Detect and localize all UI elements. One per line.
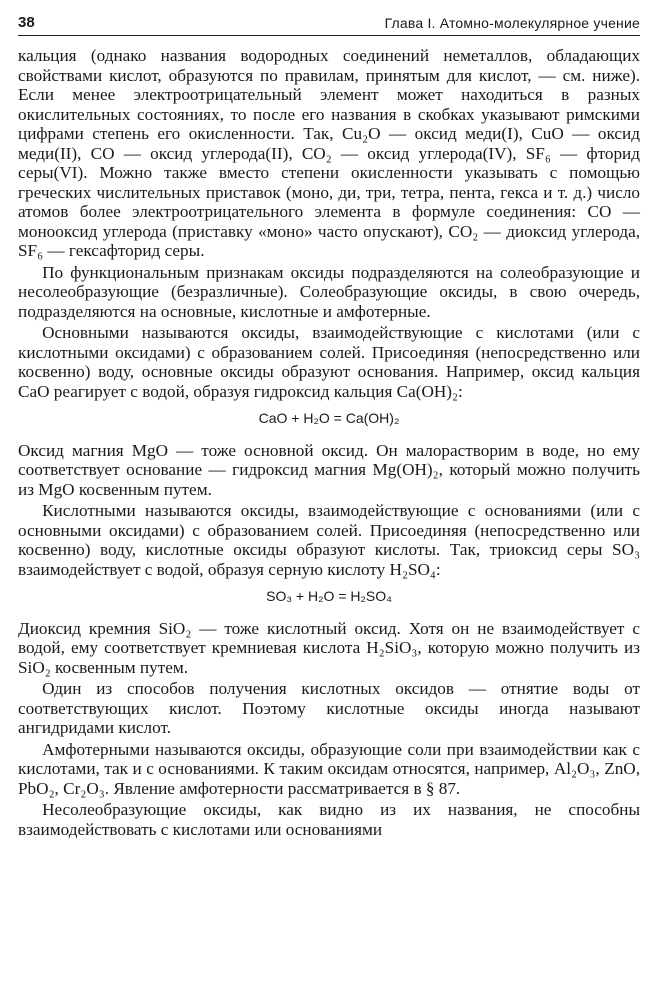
page-number: 38 bbox=[18, 14, 35, 31]
page-body bbox=[18, 46, 640, 839]
paragraph-acidic-oxides: Кислотными называются оксиды, взаимодействующие с основаниями (или с основными оксидами) с образованием солей. Присоединяя (непосредственно или косвенно) воду, кислотные оксиды образуют кислоты. Так, триоксид серы SO₃ взаимодействует с водой, образуя серную кислоту H₂SO₄: bbox=[18, 501, 640, 579]
paragraph-anhydrides: Один из способов получения кислотных оксидов — отнятие воды от соответствующих кислот. Поэтому кислотные оксиды иногда называют ангидридами кислот. bbox=[18, 679, 640, 737]
book-page bbox=[18, 14, 640, 839]
paragraph-oxide-classes: По функциональным признакам оксиды подразделяются на солеобразующие и несолеобразующие (безразличные). Солеобразующие оксиды, в свою очередь, подразделяются на основные, кислотные и амфотерные. bbox=[18, 262, 640, 321]
running-header bbox=[18, 14, 640, 36]
paragraph-magnesium-oxide: Оксид магния MgO — тоже основной оксид. Он малорастворим в воде, но ему соответствует основание — гидроксид магния Mg(OH)₂, который можно получить из MgO косвенным путем. bbox=[18, 440, 640, 499]
equation-cao-water: CaO + H₂O = Ca(OH)₂ bbox=[258, 410, 400, 426]
paragraph-silicon-dioxide: Диоксид кремния SiO₂ — тоже кислотный оксид. Хотя он не взаимодействует с водой, ему соответствует кремниевая кислота H₂SiO₃, которую можно получить из SiO₂ косвенным путем. bbox=[18, 618, 640, 677]
paragraph-basic-oxides: Основными называются оксиды, взаимодействующие с кислотами (или с кислотными оксидами) с образованием солей. Присоединяя (непосредственно или косвенно) воду, основные оксиды образуют основания. Например, оксид кальция CaO реагирует с водой, образуя гидроксид кальция Ca(OH)₂: bbox=[18, 323, 640, 401]
paragraph-amphoteric-oxides: Амфотерными называются оксиды, образующие соли при взаимодействии как с кислотами, так и с основаниями. К таким оксидам относятся, например, Al₂O₃, ZnO, PbO₂, Cr₂O₃. Явление амфотерности рассматривается в § 87. bbox=[18, 739, 640, 798]
paragraph-oxide-naming: кальция (однако названия водородных соединений неметаллов, обладающих свойствами кислот, образуются по правилам, принятым для кислот, — см. ниже). Если менее электроотрицательный элемент может находиться в разных окислительных состояниях, то после его названия в скобках указывают римскими цифрами степень его окисленности. Так, Cu₂O — оксид меди(I), CuO — оксид меди(II), CO — оксид углерода(II), CO₂ — оксид углерода(IV), SF₆ — фторид серы(VI). Можно также вместо степени окисленности указывать с помощью греческих числительных приставок (моно, ди, три, тетра, пента, гекса и т. д.) число атомов более электроотрицательного элемента в формуле соединения: CO — монооксид углерода (приставку «моно» часто опускают), CO₂ — диоксид углерода, SF₆ — гексафторид серы. bbox=[18, 46, 640, 260]
running-title: Глава I. Атомно-молекулярное учение bbox=[384, 15, 640, 31]
equation-so3-water: SO₃ + H₂O = H₂SO₄ bbox=[266, 588, 392, 604]
paragraph-non-salt-forming: Несолеобразующие оксиды, как видно из их названия, не способны взаимодействовать с кислотами или основаниями bbox=[18, 800, 640, 839]
